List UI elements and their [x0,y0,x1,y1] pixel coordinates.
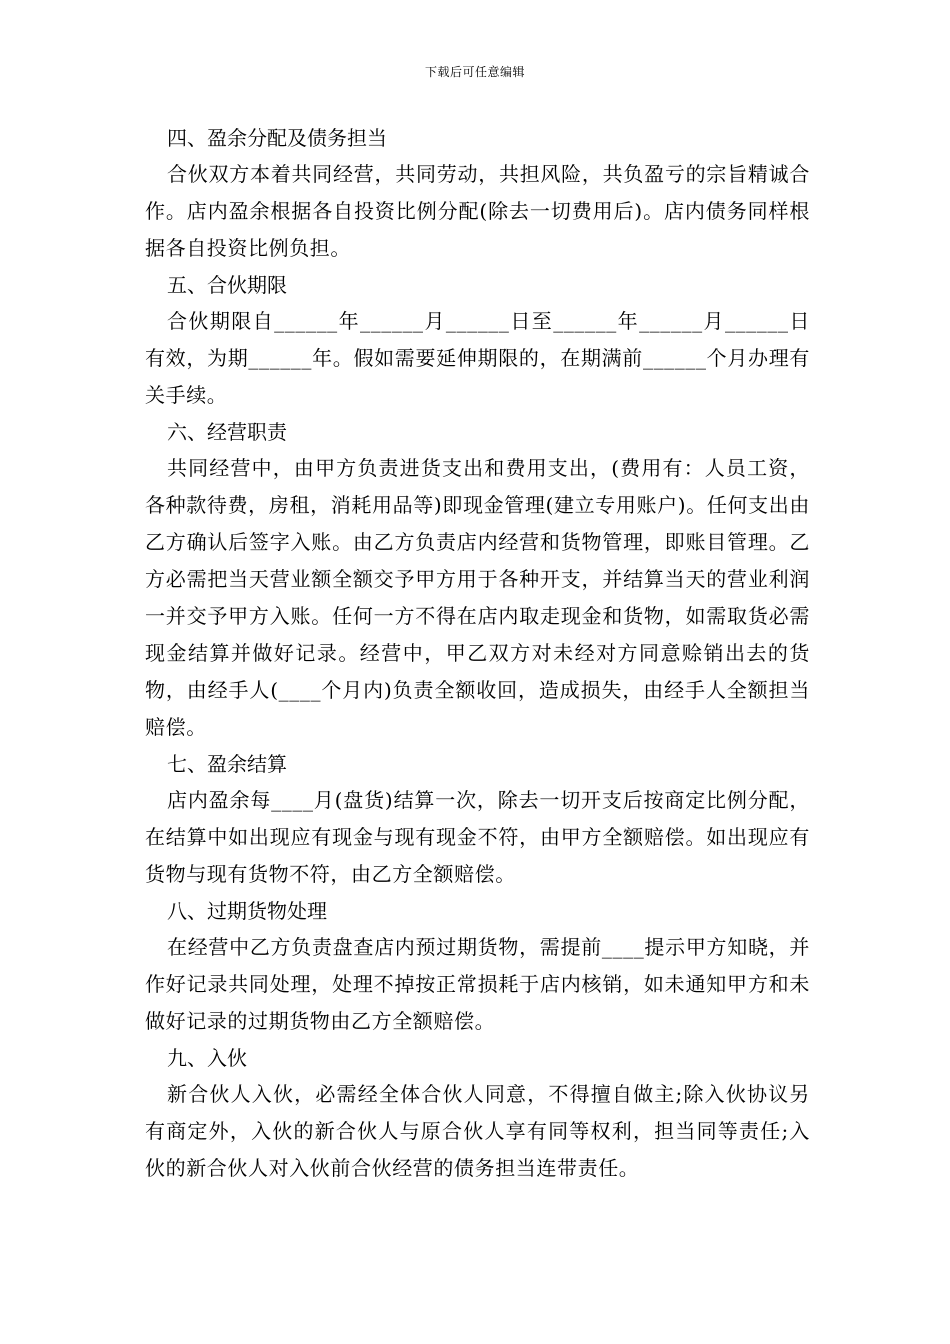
section-heading: 五、合伙期限 [167,273,287,297]
section-heading: 八、过期货物处理 [167,899,327,923]
section-profit-debt [145,120,810,267]
section-paragraph: 合伙双方本着共同经营，共同劳动，共担风险，共负盈亏的宗旨精诚合作。店内盈余根据各自投资比例分配(除去一切费用后)。店内债务同样根据各自投资比例负担。 [145,162,810,260]
document-body [145,120,810,1187]
section-paragraph: 在经营中乙方负责盘查店内预过期货物，需提前____提示甲方知晓，并作好记录共同处理，处理不掉按正常损耗于店内核销，如未通知甲方和未做好记录的过期货物由乙方全额赔偿。 [145,935,810,1033]
section-heading: 四、盈余分配及债务担当 [167,126,387,150]
section-expired-goods [145,893,810,1040]
section-paragraph: 共同经营中，由甲方负责进货支出和费用支出，(费用有：人员工资，各种款待费，房租，消耗用品等)即现金管理(建立专用账户)。任何支出由乙方确认后签字入账。由乙方负责店内经营和货物管理，即账目管理。乙方必需把当天营业额全额交予甲方用于各种开支，并结算当天的营业利润一并交予甲方入账。任何一方不得在店内取走现金和货物，如需取货必需现金结算并做好记录。经营中，甲乙双方对未经对方同意赊销出去的货物，由经手人(____个月内)负责全额收回，造成损失，由经手人全额担当赔偿。 [145,456,810,739]
section-heading: 六、经营职责 [167,420,287,444]
section-heading: 七、盈余结算 [167,752,287,776]
page-header-note: 下载后可任意编辑 [424,65,525,79]
section-paragraph: 新合伙人入伙，必需经全体合伙人同意，不得擅自做主;除入伙协议另有商定外，入伙的新合伙人与原合伙人享有同等权利，担当同等责任;入伙的新合伙人对入伙前合伙经营的债务担当连带责任。 [145,1082,810,1180]
section-profit-settlement [145,746,810,893]
section-operating-duties [145,414,810,746]
section-heading: 九、入伙 [167,1046,247,1070]
section-paragraph: 店内盈余每____月(盘货)结算一次，除去一切开支后按商定比例分配，在结算中如出现应有现金与现有现金不符，由甲方全额赔偿。如出现应有货物与现有货物不符，由乙方全额赔偿。 [145,788,810,886]
section-joining [145,1040,810,1187]
section-partnership-term [145,267,810,414]
section-paragraph: 合伙期限自______年______月______日至______年______月______日有效，为期______年。假如需要延伸期限的，在期满前______个月办理有关手续。 [145,309,810,407]
